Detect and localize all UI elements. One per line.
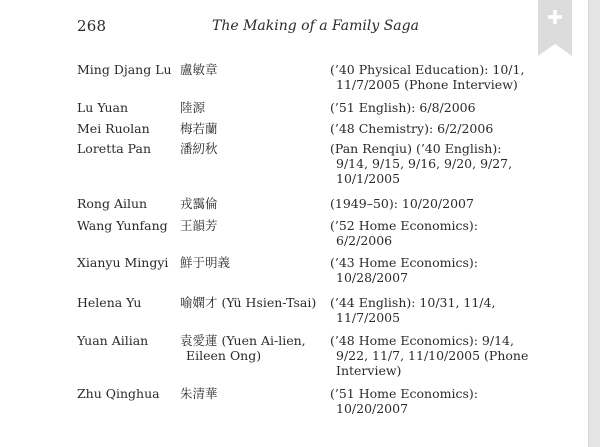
entry-details xyxy=(330,333,580,378)
chinese-name-line: 陸源 xyxy=(180,100,206,115)
entry-name: Zhu Qinghua xyxy=(77,386,160,401)
details-line: 9/22, 11/7, 11/10/2005 (Phone xyxy=(336,348,529,363)
chinese-name-line: 梅若蘭 xyxy=(180,121,218,136)
entry-chinese-name xyxy=(180,121,322,136)
page-number: 268 xyxy=(77,17,107,35)
details-line: (’48 Chemistry): 6/2/2006 xyxy=(330,121,494,136)
chinese-name-line: 戎靄倫 xyxy=(180,196,218,211)
details-line: (’43 Home Economics): xyxy=(330,255,478,270)
details-line: Interview) xyxy=(336,363,402,378)
details-line: 10/1/2005 xyxy=(336,171,401,186)
entry-chinese-name xyxy=(180,295,322,310)
details-line: (’52 Home Economics): xyxy=(330,218,478,233)
entry-details xyxy=(330,121,580,136)
entry-details xyxy=(330,218,580,248)
details-line: (’48 Home Economics): 9/14, xyxy=(330,333,514,348)
chinese-name-line: Eileen Ong) xyxy=(186,348,262,363)
details-line: (Pan Renqiu) (’40 English): xyxy=(330,141,502,156)
entry-details xyxy=(330,196,580,211)
entry-name: Wang Yunfang xyxy=(77,218,168,233)
details-line: (1949–50): 10/20/2007 xyxy=(330,196,474,211)
entry-name: Xianyu Mingyi xyxy=(77,255,169,270)
entry-chinese-name xyxy=(180,196,322,211)
chinese-name-line: 潘紉秋 xyxy=(180,141,218,156)
entry-details xyxy=(330,100,580,115)
bookmark-plus-icon[interactable] xyxy=(538,0,572,56)
details-line: 11/7/2005 xyxy=(336,310,401,325)
details-line: 9/14, 9/15, 9/16, 9/20, 9/27, xyxy=(336,156,513,171)
entry-chinese-name xyxy=(180,386,322,401)
entry-name: Lu Yuan xyxy=(77,100,129,115)
details-line: 11/7/2005 (Phone Interview) xyxy=(336,77,518,92)
chinese-name-line: 朱清華 xyxy=(180,386,218,401)
entry-name: Loretta Pan xyxy=(77,141,152,156)
entry-chinese-name xyxy=(180,255,322,270)
entry-chinese-name xyxy=(180,218,322,233)
viewer-gutter xyxy=(588,0,600,447)
entry-chinese-name xyxy=(180,62,322,77)
details-line: 10/28/2007 xyxy=(336,270,409,285)
entry-name: Helena Yu xyxy=(77,295,142,310)
chinese-name-line: 鮮于明義 xyxy=(180,255,231,270)
entry-chinese-name xyxy=(180,100,322,115)
entry-name: Mei Ruolan xyxy=(77,121,150,136)
entry-details xyxy=(330,295,580,325)
entry-details xyxy=(330,255,580,285)
chinese-name-line: 盧敏章 xyxy=(180,62,218,77)
entry-details xyxy=(330,141,580,186)
running-title: The Making of a Family Saga xyxy=(212,18,419,34)
details-line: 10/20/2007 xyxy=(336,401,409,416)
details-line: (’51 Home Economics): xyxy=(330,386,478,401)
chinese-name-line: 王韻芳 xyxy=(180,218,218,233)
entry-name: Rong Ailun xyxy=(77,196,148,211)
details-line: (’51 English): 6/8/2006 xyxy=(330,100,476,115)
entry-name: Yuan Ailian xyxy=(77,333,149,348)
chinese-name-line: 袁愛蓮 (Yuen Ai-lien, xyxy=(180,333,306,348)
details-line: 6/2/2006 xyxy=(336,233,393,248)
entry-chinese-name xyxy=(180,141,322,156)
entry-details xyxy=(330,62,580,92)
entry-name: Ming Djang Lu xyxy=(77,62,172,77)
details-line: (’44 English): 10/31, 11/4, xyxy=(330,295,496,310)
chinese-name-line: 喻嫻才 (Yü Hsien-Tsai) xyxy=(180,295,317,310)
details-line: (’40 Physical Education): 10/1, xyxy=(330,62,525,77)
entry-details xyxy=(330,386,580,416)
entry-chinese-name xyxy=(180,333,322,363)
